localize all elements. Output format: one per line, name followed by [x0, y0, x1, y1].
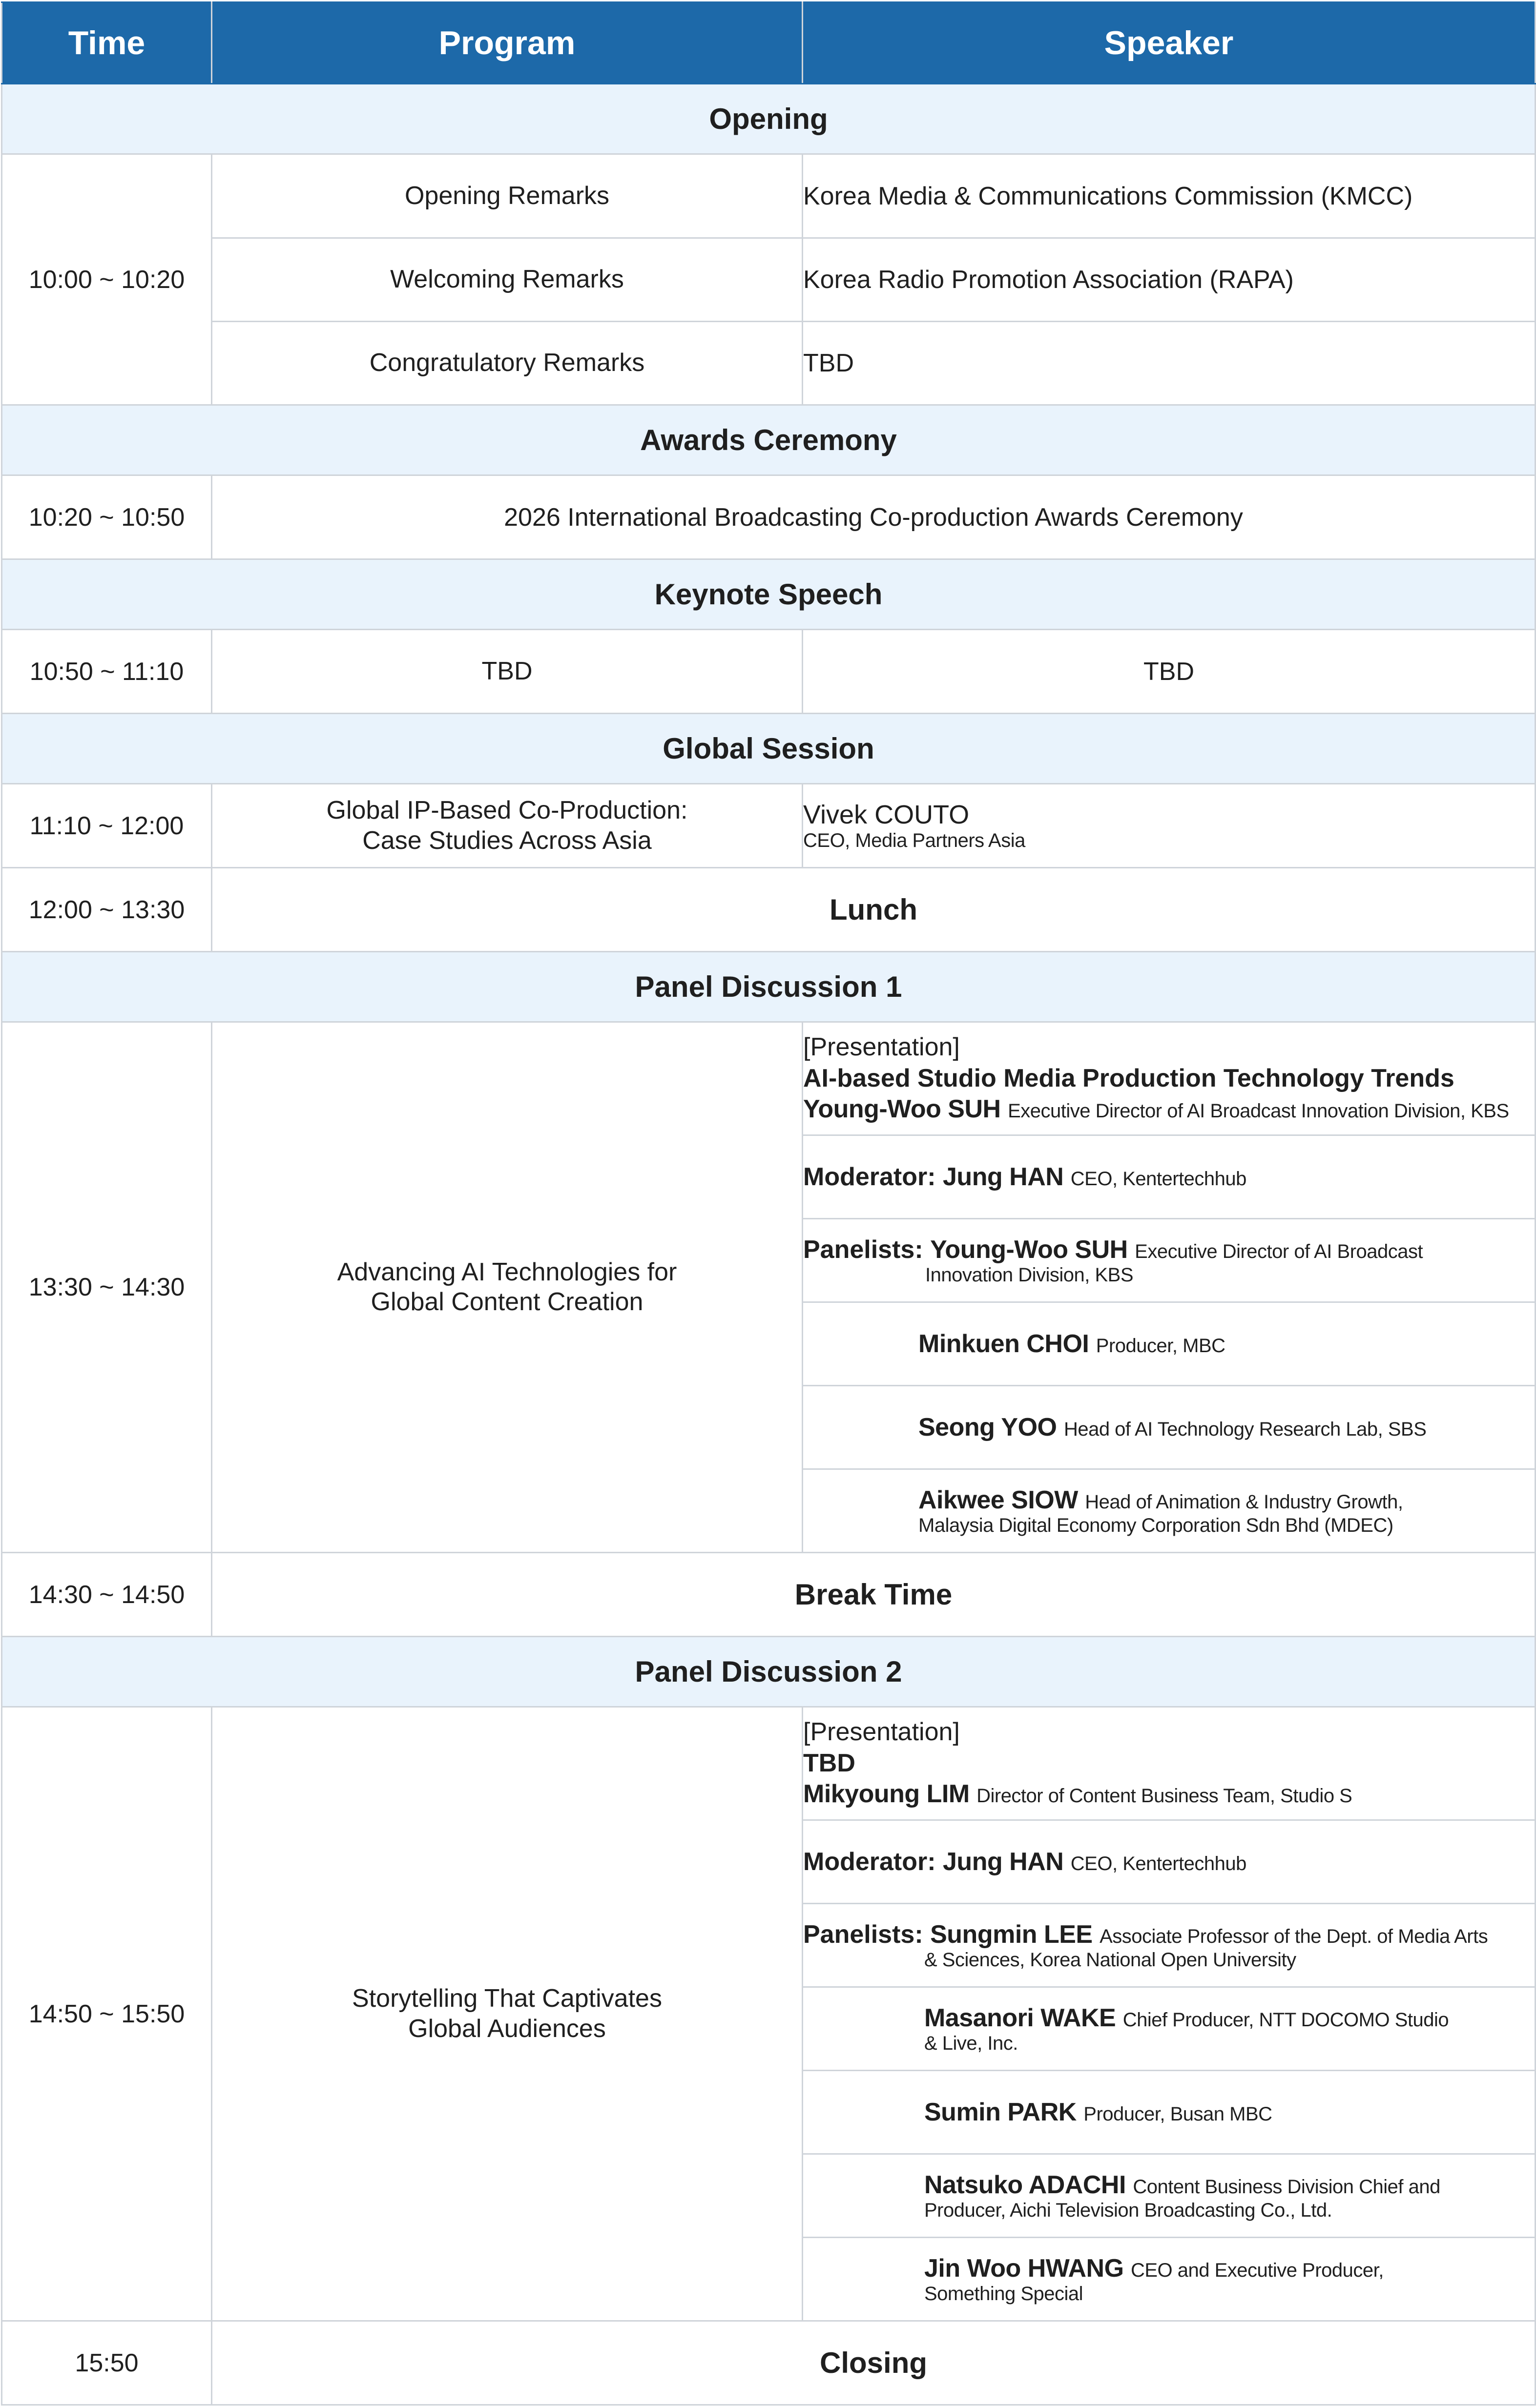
closing-label: Closing: [212, 2321, 1536, 2405]
speaker-cell: Korea Radio Promotion Association (RAPA): [803, 238, 1536, 322]
table-row: [2, 238, 1536, 322]
moderator-cell: [803, 1135, 1536, 1219]
program-line: Advancing AI Technologies for: [337, 1257, 677, 1286]
time-cell: 14:50 ~ 15:50: [2, 1707, 212, 2321]
moderator-title: CEO, Kentertechhub: [1070, 1168, 1246, 1190]
break-label: Break Time: [212, 1553, 1536, 1637]
presentation-cell: [803, 1707, 1536, 1820]
table-row: [2, 784, 1536, 868]
panelist-name: Aikwee SIOW: [918, 1485, 1078, 1514]
panelist-cell: [803, 1386, 1536, 1469]
section-title: Global Session: [2, 714, 1536, 784]
panelists-label: Panelists:: [803, 1235, 923, 1264]
panelist-cell: [803, 1904, 1536, 1987]
panelist-name: Jin Woo HWANG: [924, 2254, 1124, 2283]
header-row: [2, 2, 1536, 84]
table-row: [2, 868, 1536, 952]
panelist-title: Chief Producer, NTT DOCOMO Studio: [1122, 2009, 1449, 2031]
time-cell: 12:00 ~ 13:30: [2, 868, 212, 952]
section-title: Opening: [2, 84, 1536, 154]
section-awards: [2, 405, 1536, 475]
table-row: [2, 2321, 1536, 2405]
panelist-name: Minkuen CHOI: [918, 1330, 1089, 1358]
section-title: Panel Discussion 1: [2, 952, 1536, 1022]
panelist-title: Producer, Busan MBC: [1083, 2103, 1272, 2125]
panelist-title: Associate Professor of the Dept. of Media Arts: [1100, 1925, 1488, 1947]
moderator-title: CEO, Kentertechhub: [1070, 1853, 1246, 1874]
panelist-name: Masanori WAKE: [924, 2003, 1116, 2032]
table-row: [2, 1553, 1536, 1637]
panelist-title: CEO and Executive Producer,: [1130, 2259, 1384, 2281]
panelist-name: Young-Woo SUH: [930, 1235, 1128, 1264]
panelist-cell: [803, 2238, 1536, 2321]
moderator-label: Moderator:: [803, 1848, 936, 1876]
speaker-cell: TBD: [803, 630, 1536, 714]
time-cell: 15:50: [2, 2321, 212, 2405]
time-cell: 11:10 ~ 12:00: [2, 784, 212, 868]
time-cell: 10:00 ~ 10:20: [2, 154, 212, 405]
panelist-title: Something Special: [924, 2283, 1083, 2305]
program-cell: [212, 1707, 803, 2321]
presenter-title: Director of Content Business Team, Studio S: [976, 1785, 1352, 1807]
moderator-name: Jung HAN: [943, 1163, 1064, 1191]
panelist-cell: [803, 2071, 1536, 2154]
speaker-cell: Korea Media & Communications Commission (KMCC): [803, 154, 1536, 238]
program-line: Global Audiences: [408, 2014, 606, 2043]
presenter-name: Young-Woo SUH: [803, 1095, 1001, 1124]
panelist-title: & Live, Inc.: [924, 2032, 1018, 2054]
table-row: [2, 630, 1536, 714]
panelist-title: & Sciences, Korea National Open University: [924, 1949, 1296, 1971]
panelist-cell: [803, 1219, 1536, 1302]
panelist-name: Seong YOO: [918, 1413, 1057, 1441]
moderator-name: Jung HAN: [943, 1848, 1064, 1876]
section-title: Panel Discussion 2: [2, 1637, 1536, 1707]
speaker-title: CEO, Media Partners Asia: [803, 830, 1025, 851]
panelist-name: Natsuko ADACHI: [924, 2170, 1126, 2199]
presenter-title: Executive Director of AI Broadcast Innovation Division, KBS: [1008, 1100, 1509, 1122]
section-global: [2, 714, 1536, 784]
presentation-title: TBD: [803, 1749, 855, 1777]
header-time: Time: [2, 2, 212, 84]
table-row: [2, 475, 1536, 559]
header-speaker: Speaker: [803, 2, 1536, 84]
panelist-cell: [803, 1469, 1536, 1553]
time-cell: 10:50 ~ 11:10: [2, 630, 212, 714]
program-line: Global IP-Based Co-Production:: [326, 796, 688, 825]
moderator-label: Moderator:: [803, 1163, 936, 1191]
program-cell: Opening Remarks: [212, 154, 803, 238]
lunch-label: Lunch: [212, 868, 1536, 952]
header-program: Program: [212, 2, 803, 84]
time-cell: 14:30 ~ 14:50: [2, 1553, 212, 1637]
speaker-cell: TBD: [803, 322, 1536, 405]
schedule-table: [1, 1, 1536, 2406]
section-panel-1: [2, 952, 1536, 1022]
presentation-cell: [803, 1022, 1536, 1135]
time-cell: 10:20 ~ 10:50: [2, 475, 212, 559]
panelist-title: Head of AI Technology Research Lab, SBS: [1063, 1419, 1427, 1440]
panelist-title: Malaysia Digital Economy Corporation Sdn Bhd (MDEC): [918, 1514, 1393, 1536]
program-cell: Welcoming Remarks: [212, 238, 803, 322]
table-row: [2, 1707, 1536, 1820]
section-title: Keynote Speech: [2, 559, 1536, 630]
section-keynote: [2, 559, 1536, 630]
panelist-title: Content Business Division Chief and: [1133, 2176, 1440, 2198]
panelist-cell: [803, 2154, 1536, 2238]
panelist-title: Head of Animation & Industry Growth,: [1085, 1491, 1403, 1513]
program-cell: [212, 784, 803, 868]
table-row: [2, 1022, 1536, 1135]
panelist-cell: [803, 1302, 1536, 1386]
presentation-tag: [Presentation]: [803, 1033, 960, 1062]
section-panel-2: [2, 1637, 1536, 1707]
section-opening: [2, 84, 1536, 154]
program-line: Global Content Creation: [371, 1288, 643, 1316]
panelist-name: Sumin PARK: [924, 2098, 1077, 2126]
program-line: Storytelling That Captivates: [352, 1984, 662, 2013]
time-cell: 13:30 ~ 14:30: [2, 1022, 212, 1553]
presenter-name: Mikyoung LIM: [803, 1780, 970, 1809]
panelist-title: Producer, MBC: [1096, 1335, 1225, 1357]
panelist-name: Sungmin LEE: [930, 1920, 1093, 1949]
program-cell: Congratulatory Remarks: [212, 322, 803, 405]
table-row: [2, 154, 1536, 238]
section-title: Awards Ceremony: [2, 405, 1536, 475]
table-row: [2, 322, 1536, 405]
program-cell: [212, 1022, 803, 1553]
speaker-name: Vivek COUTO: [803, 800, 970, 829]
presentation-title: AI-based Studio Media Production Technology Trends: [803, 1064, 1454, 1092]
program-cell: 2026 International Broadcasting Co-production Awards Ceremony: [212, 475, 1536, 559]
moderator-cell: [803, 1820, 1536, 1904]
panelist-title: Executive Director of AI Broadcast: [1135, 1240, 1423, 1262]
program-cell: TBD: [212, 630, 803, 714]
panelist-title: Producer, Aichi Television Broadcasting Co., Ltd.: [924, 2199, 1332, 2221]
panelist-title: Innovation Division, KBS: [925, 1264, 1134, 1286]
speaker-cell: [803, 784, 1536, 868]
presentation-tag: [Presentation]: [803, 1718, 960, 1747]
panelists-label: Panelists:: [803, 1920, 923, 1949]
program-line: Case Studies Across Asia: [362, 826, 652, 855]
panelist-cell: [803, 1987, 1536, 2071]
